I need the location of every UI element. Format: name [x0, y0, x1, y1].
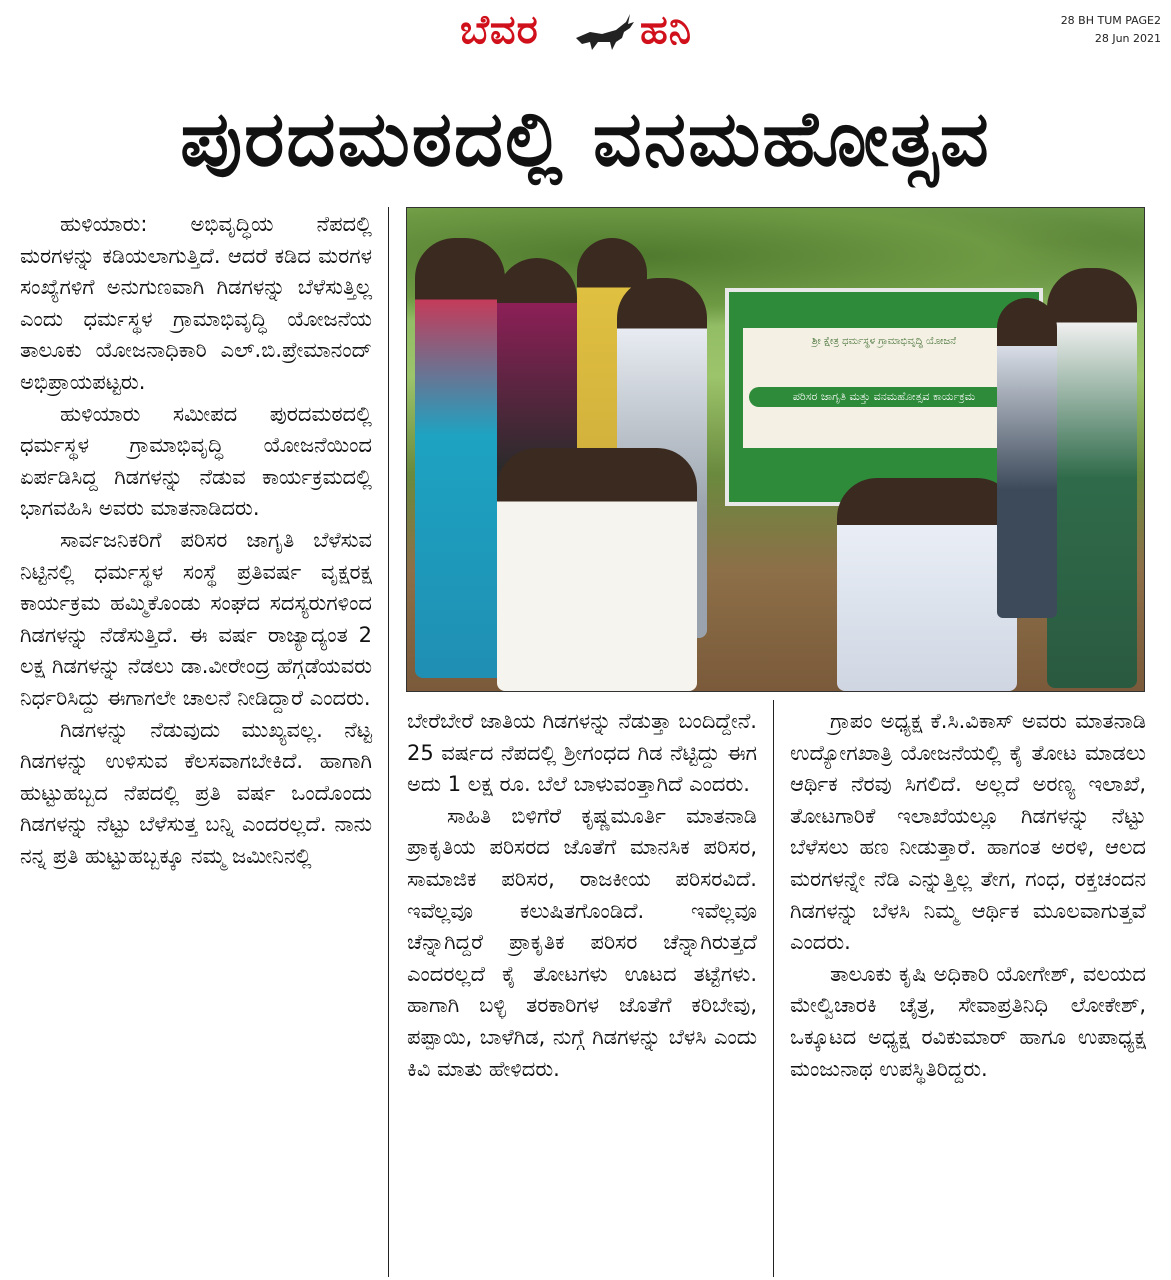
column-divider: [773, 700, 774, 1277]
paragraph: ಗಿಡಗಳನ್ನು ನೆಡುವುದು ಮುಖ್ಯವಲ್ಲ. ನೆಟ್ಟ ಗಿಡಗಳನ್ನು ಉಳಿಸುವ ಕೆಲಸವಾಗಬೇಕಿದೆ. ಹಾಗಾಗಿ ಹುಟ್ಟುಹಬ್ಬದ ನೆಪದಲ್ಲಿ ಪ್ರತಿ ವರ್ಷ ಒಂದೊಂದು ಗಿಡಗಳನ್ನು ನೆಟ್ಟು ಬೆಳೆಸುತ್ತ ಬನ್ನಿ ಎಂದರಲ್ಲದೆ. ನಾನು ನನ್ನ ಪ್ರತಿ ಹುಟ್ಟುಹಬ್ಬಕ್ಕೂ ನಮ್ಮ ಜಮೀನಿನಲ್ಲಿ: [20, 717, 372, 868]
page-headline: ಪುರದಮಠದಲ್ಲಿ ವನಮಹೋತ್ಸವ: [180, 94, 991, 183]
deer-logo-icon: [572, 12, 638, 52]
banner-line: ಶ್ರೀ ಕ್ಷೇತ್ರ ಧರ್ಮಸ್ಥಳ ಗ್ರಾಮಾಭಿವೃದ್ಧಿ ಯೋಜನೆ: [811, 336, 957, 347]
article-column-2: [407, 706, 757, 1085]
article-photo: [406, 207, 1145, 692]
paragraph: ಸಾರ್ವಜನಿಕರಿಗೆ ಪರಿಸರ ಜಾಗೃತಿ ಬೆಳೆಸುವ ನಿಟ್ಟಿನಲ್ಲಿ ಧರ್ಮಸ್ಥಳ ಸಂಸ್ಥೆ ಪ್ರತಿವರ್ಷ ವೃಕ್ಷರಕ್ಷ ಕಾರ್ಯಕ್ರಮ ಹಮ್ಮಿಕೊಂಡು ಸಂಘದ ಸದಸ್ಯರುಗಳಿಂದ ಗಿಡಗಳನ್ನು ನೆಡೆಸುತ್ತಿದೆ. ಈ ವರ್ಷ ರಾಜ್ಯಾದ್ಯಂತ 2 ಲಕ್ಷ ಗಿಡಗಳನ್ನು ನೆಡಲು ಡಾ.ವೀರೇಂದ್ರ ಹೆಗ್ಗಡೆಯವರು ನಿರ್ಧರಿಸಿದ್ದು ಈಗಾಗಲೇ ಚಾಲನೆ ನೀಡಿದ್ದಾರೆ ಎಂದರು.: [20, 527, 372, 710]
person: [1047, 268, 1137, 688]
person: [997, 298, 1057, 618]
edition-code: 28 BH TUM PAGE2: [1060, 14, 1161, 27]
masthead: [0, 6, 1171, 58]
edition-info: [1061, 12, 1161, 48]
article-column-3: [790, 706, 1146, 1085]
paragraph: ತಾಲೂಕು ಕೃಷಿ ಅಧಿಕಾರಿ ಯೋಗೇಶ್, ವಲಯದ ಮೇಲ್ವಿಚಾರಕಿ ಚೈತ್ರ, ಸೇವಾಪ್ರತಿನಿಧಿ ಲೋಕೇಶ್, ಒಕ್ಕೂಟದ ಅಧ್ಯಕ್ಷ ರವಿಕುಮಾರ್ ಹಾಗೂ ಉಪಾಧ್ಯಕ್ಷ ಮಂಜುನಾಥ ಉಪಸ್ಥಿತಿರಿದ್ದರು.: [790, 961, 1146, 1081]
banner-line: ಪರಿಸರ ಜಾಗೃತಿ ಮತ್ತು ವನಮಹೋತ್ಸವ ಕಾರ್ಯಕ್ರಮ: [749, 387, 1019, 407]
article-column-1: [20, 209, 372, 872]
person: [497, 448, 697, 691]
masthead-left-word: ಬೆವರ: [460, 7, 539, 53]
person: [837, 478, 1017, 691]
paragraph: ಹುಳಿಯಾರು ಸಮೀಪದ ಪುರದಮಠದಲ್ಲಿ ಧರ್ಮಸ್ಥಳ ಗ್ರಾಮಾಭಿವೃದ್ಧಿ ಯೋಜನೆಯಿಂದ ಏರ್ಪಡಿಸಿದ್ದ ಗಿಡಗಳನ್ನು ನೆಡುವ ಕಾರ್ಯಕ್ರಮದಲ್ಲಿ ಭಾಗವಹಿಸಿ ಅವರು ಮಾತನಾಡಿದರು.: [20, 401, 372, 521]
paragraph: ಸಾಹಿತಿ ಬಿಳಿಗೆರೆ ಕೃಷ್ಣಮೂರ್ತಿ ಮಾತನಾಡಿ ಪ್ರಾಕೃತಿಯ ಪರಿಸರದ ಜೊತೆಗೆ ಮಾನಸಿಕ ಪರಿಸರ, ಸಾಮಾಜಿಕ ಪರಿಸರ, ರಾಜಕೀಯ ಪರಿಸರವಿದೆ. ಇವೆಲ್ಲವೂ ಕಲುಷಿತಗೊಂಡಿದೆ. ಇವೆಲ್ಲವೂ ಚೆನ್ನಾಗಿದ್ದರೆ ಪ್ರಾಕೃತಿಕ ಪರಿಸರ ಚೆನ್ನಾಗಿರುತ್ತದೆ ಎಂದರಲ್ಲದೆ ಕೈ ತೋಟಗಳು ಊಟದ ತಟ್ಟೆಗಳು. ಹಾಗಾಗಿ ಬಳ್ಳಿ ತರಕಾರಿಗಳ ಜೊತೆಗೆ ಕರಿಬೇವು, ಪಪ್ಪಾಯಿ, ಬಾಳೆಗಿಡ, ನುಗ್ಗೆ ಗಿಡಗಳನ್ನು ಬೆಳಸಿ ಎಂದು ಕಿವಿ ಮಾತು ಹೇಳಿದರು.: [407, 803, 757, 1081]
event-banner: [725, 288, 1043, 506]
paragraph: ಹುಳಿಯಾರು: ಅಭಿವೃದ್ಧಿಯ ನೆಪದಲ್ಲಿ ಮರಗಳನ್ನು ಕಡಿಯಲಾಗುತ್ತಿದೆ. ಆದರೆ ಕಡಿದ ಮರಗಳ ಸಂಖ್ಯೆಗಳಿಗೆ ಅನುಗುಣವಾಗಿ ಗಿಡಗಳನ್ನು ಬೆಳೆಸುತ್ತಿಲ್ಲ ಎಂದು ಧರ್ಮಸ್ಥಳ ಗ್ರಾಮಾಭಿವೃದ್ಧಿ ಯೋಜನೆಯ ತಾಲೂಕು ಯೋಜನಾಧಿಕಾರಿ ಎಲ್.ಬಿ.ಪ್ರೇಮಾನಂದ್ ಅಭಿಪ್ರಾಯಪಟ್ಟರು.: [20, 212, 372, 394]
paragraph: ಬೇರೆಬೇರೆ ಜಾತಿಯ ಗಿಡಗಳನ್ನು ನೆಡುತ್ತಾ ಬಂದಿದ್ದೇನೆ. 25 ವರ್ಷದ ನೆಪದಲ್ಲಿ ಶ್ರೀಗಂಧದ ಗಿಡ ನೆಟ್ಟಿದ್ದು ಈಗ ಅದು 1 ಲಕ್ಷ ರೂ. ಬೆಲೆ ಬಾಳುವಂತ್ತಾಗಿದೆ ಎಂದರು.: [407, 709, 757, 797]
paragraph: ಗ್ರಾಪಂ ಅಧ್ಯಕ್ಷ ಕೆ.ಸಿ.ವಿಕಾಸ್ ಅವರು ಮಾತನಾಡಿ ಉದ್ಯೋಗಖಾತ್ರಿ ಯೋಜನೆಯಲ್ಲಿ ಕೈ ತೋಟ ಮಾಡಲು ಆರ್ಥಿಕ ನೆರವು ಸಿಗಲಿದೆ. ಅಲ್ಲದೆ ಅರಣ್ಯ ಇಲಾಖೆ, ತೋಟಗಾರಿಕೆ ಇಲಾಖೆಯಲ್ಲೂ ಗಿಡಗಳನ್ನು ನೆಟ್ಟು ಬೆಳೆಸಲು ಹಣ ನೀಡುತ್ತಾರೆ. ಹಾಗಂತ ಅರಳಿ, ಆಲದ ಮರಗಳನ್ನೇ ನೆಡಿ ಎನ್ನುತ್ತಿಲ್ಲ ತೇಗ, ಗಂಧ, ರಕ್ತಚಂದನ ಗಿಡಗಳನ್ನು ಬೆಳಸಿ ನಿಮ್ಮ ಆರ್ಥಿಕ ಮೂಲವಾಗುತ್ತವೆ ಎಂದರು.: [790, 709, 1146, 955]
masthead-right-word: ಹನಿ: [640, 7, 692, 53]
edition-date: 28 Jun 2021: [1094, 32, 1161, 45]
person: [415, 238, 505, 678]
column-divider: [388, 207, 389, 1277]
